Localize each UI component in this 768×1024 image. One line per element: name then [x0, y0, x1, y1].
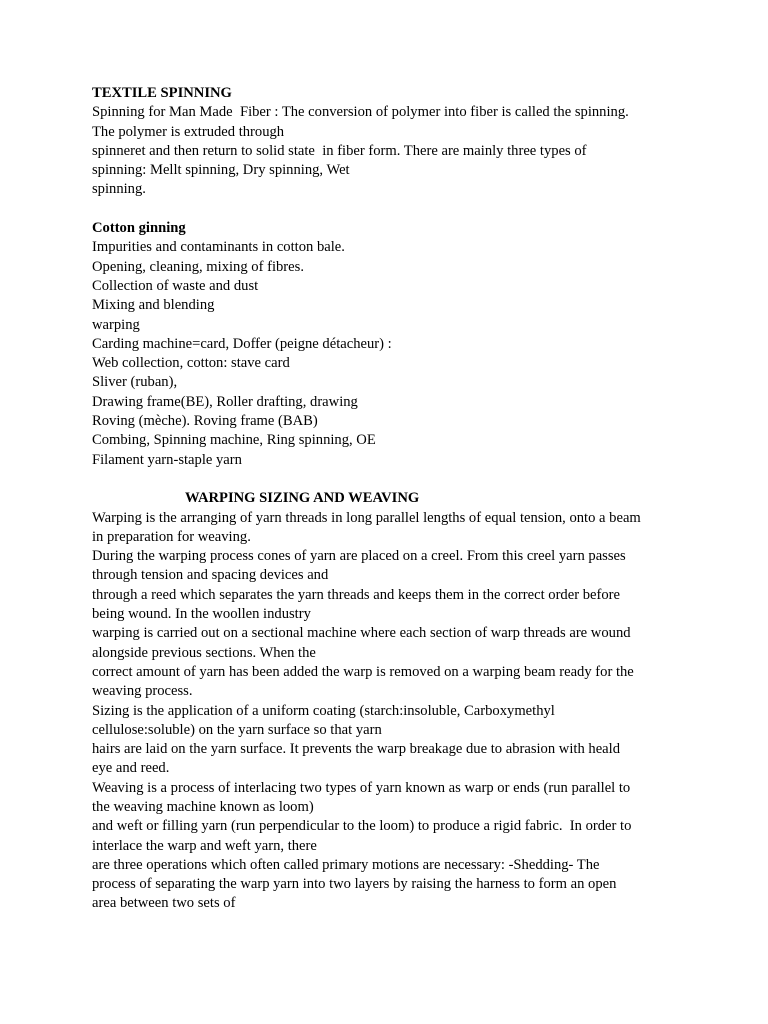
list-line: Carding machine=card, Doffer (peigne détacheur) :	[92, 335, 392, 352]
paragraph-line: through tension and spacing devices and	[92, 567, 329, 584]
list-line: Drawing frame(BE), Roller drafting, drawing	[92, 393, 358, 410]
blank-line	[92, 200, 692, 219]
list-line: Filament yarn-staple yarn	[92, 451, 242, 468]
list-line: Collection of waste and dust	[92, 277, 259, 294]
paragraph-line: spinneret and then return to solid state in fiber form. There are mainly three types of	[92, 142, 587, 159]
heading-warping-sizing-weaving: WARPING SIZING AND WEAVING	[185, 490, 420, 507]
paragraph-line: hairs are laid on the yarn surface. It prevents the warp breakage due to abrasion with heald	[92, 741, 620, 758]
paragraph-line: spinning: Mellt spinning, Dry spinning, Wet	[92, 162, 350, 179]
paragraph-line: Weaving is a process of interlacing two types of yarn known as warp or ends (run parallel to	[92, 779, 631, 796]
paragraph-line: alongside previous sections. When the	[92, 644, 316, 661]
paragraph-line: The polymer is extruded through	[92, 123, 285, 140]
paragraph-line: During the warping process cones of yarn are placed on a creel. From this creel yarn passes	[92, 548, 626, 565]
paragraph-line: eye and reed.	[92, 760, 170, 777]
paragraph-line: the weaving machine known as loom)	[92, 798, 314, 815]
list-line: Sliver (ruban),	[92, 374, 178, 391]
paragraph-line: cellulose:soluble) on the yarn surface so that yarn	[92, 721, 382, 738]
paragraph-line: are three operations which often called primary motions are necessary: -Shedding- The	[92, 856, 600, 873]
heading-textile-spinning: TEXTILE SPINNING	[92, 85, 232, 101]
paragraph-line: Warping is the arranging of yarn threads in long parallel lengths of equal tension, onto a beam	[92, 509, 641, 526]
paragraph-line: through a reed which separates the yarn threads and keeps them in the correct order before	[92, 586, 620, 603]
list-line: Mixing and blending	[92, 297, 215, 314]
paragraph-line: weaving process.	[92, 683, 193, 700]
paragraph-line: warping is carried out on a sectional machine where each section of warp threads are wound	[92, 625, 631, 642]
document-body	[92, 84, 692, 914]
list-line: Opening, cleaning, mixing of fibres.	[92, 258, 304, 275]
list-line: warping	[92, 316, 140, 333]
paragraph-line: process of separating the warp yarn into two layers by raising the harness to form an open	[92, 876, 617, 893]
paragraph-line: Spinning for Man Made Fiber : The conversion of polymer into fiber is called the spinning.	[92, 104, 629, 121]
paragraph-line: and weft or filling yarn (run perpendicular to the loom) to produce a rigid fabric. In order to	[92, 818, 632, 835]
paragraph-line: Sizing is the application of a uniform coating (starch:insoluble, Carboxymethyl	[92, 702, 555, 719]
heading-cotton-ginning: Cotton ginning	[92, 220, 186, 237]
list-line: Combing, Spinning machine, Ring spinning, OE	[92, 432, 376, 449]
paragraph-line: in preparation for weaving.	[92, 528, 251, 545]
paragraph-line: being wound. In the woollen industry	[92, 606, 311, 623]
blank-line	[92, 470, 692, 489]
list-line: Roving (mèche). Roving frame (BAB)	[92, 413, 318, 430]
paragraph-line: correct amount of yarn has been added the warp is removed on a warping beam ready for the	[92, 663, 634, 680]
paragraph-line: spinning.	[92, 181, 146, 198]
list-line: Impurities and contaminants in cotton bale.	[92, 239, 345, 256]
paragraph-line: interlace the warp and weft yarn, there	[92, 837, 317, 854]
paragraph-line: area between two sets of	[92, 895, 236, 912]
list-line: Web collection, cotton: stave card	[92, 355, 290, 372]
